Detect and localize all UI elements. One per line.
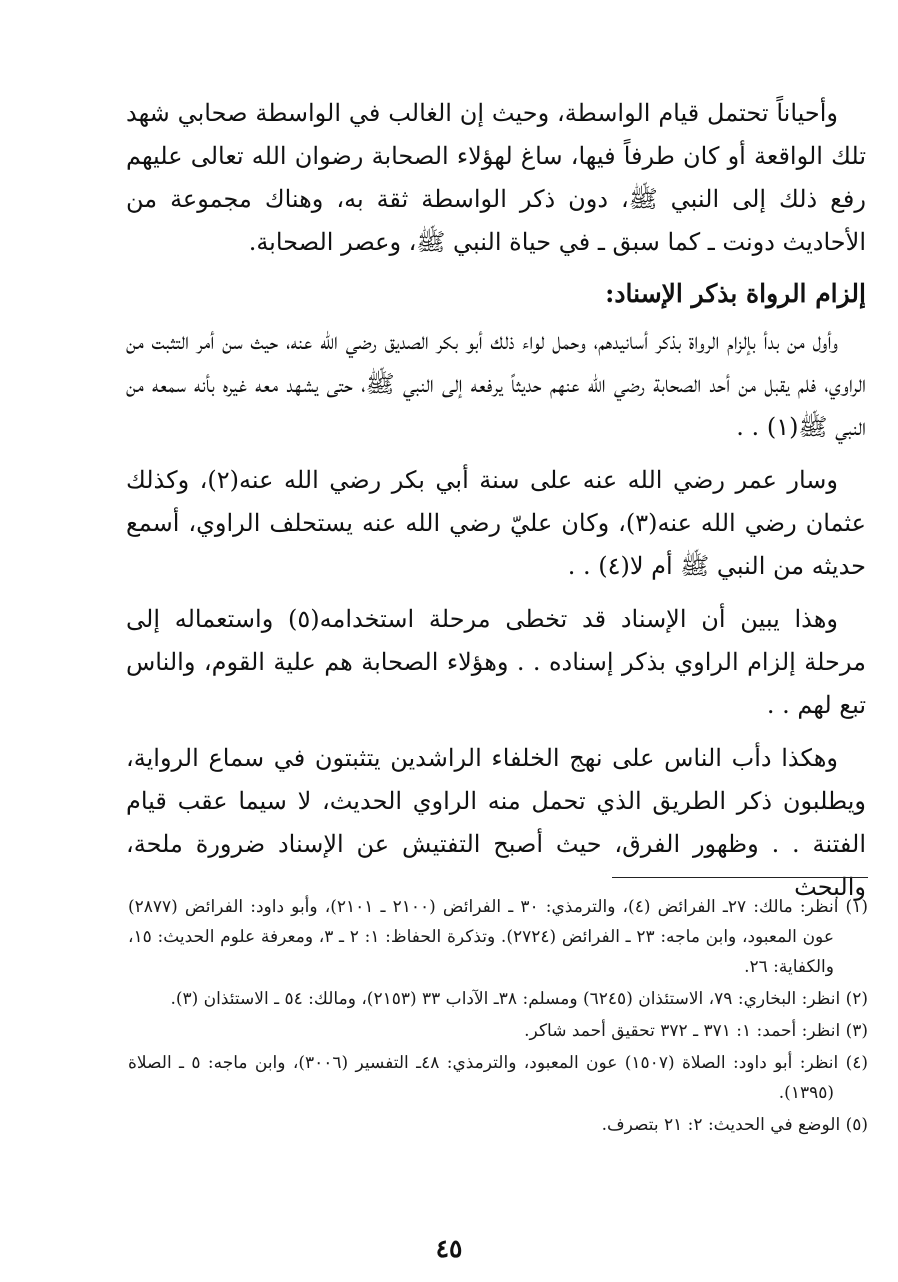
footnote-4: (٤) انظر: أبو داود: الصلاة (١٥٠٧) عون المعبود، والترمذي: ٤٨ـ التفسير (٣٠٠٦)، وابن ماجه: ٥ ـ الصلاة (١٣٩٥). xyxy=(128,1053,868,1103)
footnote-divider xyxy=(612,877,868,878)
footnote-1: (١) انظر: مالك: ٢٧ـ الفرائض (٤)، والترمذي: ٣٠ ـ الفرائض (٢١٠٠ ـ ٢١٠١)، وأبو داود: الفرائض (٢٨٧٧) عون المعبود، وابن ماجه: ٢٣ ـ الفرائض (٢٧٢٤). وتذكرة الحفاظ: ١: ٢ ـ ٣، ومعرفة علوم الحديث: ١٥، والكفاية: ٢٦. xyxy=(128,897,868,977)
paragraph-1: وأحياناً تحتمل قيام الواسطة، وحيث إن الغالب في الواسطة صحابي شهد تلك الواقعة أو كان طرفاً فيها، ساغ لهؤلاء الصحابة رضوان الله تعالى عليهم رفع ذلك إلى النبي ﷺ، دون ذكر الواسطة ثقة به، وهناك مجموعة من الأحاديث دونت ـ كما سبق ـ في حياة النبي ﷺ، وعصر الصحابة. xyxy=(126,99,866,256)
footnotes xyxy=(128,892,868,1142)
paragraph-2: وأول من بدأ بإلزام الرواة بذكر أسانيدهم، وحمل لواء ذلك أبو بكر الصديق رضي الله عنه، حيث سن أمر التثبت من الراوي، فلم يقبل من أحد الصحابة رضي الله عنهم حديثاً يرفعه إلى النبي ﷺ، حتى يشهد معه غيره بأنه سمعه من النبي ﷺ(١) . . xyxy=(126,327,867,441)
main-text xyxy=(126,92,866,919)
paragraph-5: وهكذا دأب الناس على نهج الخلفاء الراشدين يتثبتون في سماع الرواية، ويطلبون ذكر الطريق الذي تحمل منه الراوي الحديث، لا سيما عقب قيام الفتنة . . وظهور الفرق، حيث أصبح التفتيش عن الإسناد ضرورة ملحة، والبحث xyxy=(126,744,866,901)
footnote-3: (٣) انظر: أحمد: ١: ٣٧١ ـ ٣٧٢ تحقيق أحمد شاكر. xyxy=(524,1021,868,1041)
paragraph-3: وسار عمر رضي الله عنه على سنة أبي بكر رضي الله عنه(٢)، وكذلك عثمان رضي الله عنه(٣)، وكان عليّ رضي الله عنه يستحلف الراوي، أسمع حديثه من النبي ﷺ أم لا(٤) . . xyxy=(126,466,866,580)
paragraph-4: وهذا يبين أن الإسناد قد تخطى مرحلة استخدامه(٥) واستعماله إلى مرحلة إلزام الراوي بذكر إسناده . . وهؤلاء الصحابة هم علية القوم، والناس تبع لهم . . xyxy=(126,605,866,719)
section-heading: إلزام الرواة بذكر الإسناد: xyxy=(605,279,866,308)
page-number: ٤٥ xyxy=(435,1234,463,1263)
footnote-5: (٥) الوضع في الحديث: ٢: ٢١ بتصرف. xyxy=(601,1115,868,1135)
footnote-2: (٢) انظر: البخاري: ٧٩، الاستئذان (٦٢٤٥) ومسلم: ٣٨ـ الآداب ٣٣ (٢١٥٣)، ومالك: ٥٤ ـ الاستئذان (٣). xyxy=(170,989,868,1009)
